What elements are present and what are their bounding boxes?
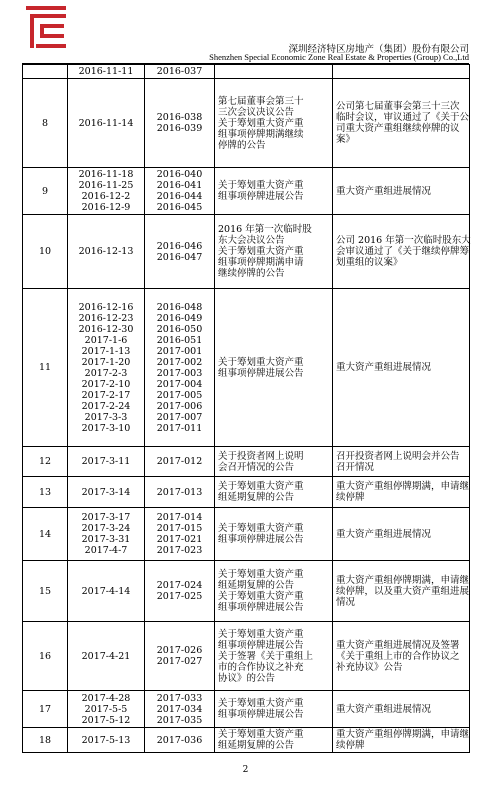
title-cell <box>215 215 333 289</box>
date-cell <box>68 691 145 728</box>
code-cell <box>145 447 215 477</box>
date-cell <box>68 65 145 79</box>
row-number: 18 <box>23 728 68 753</box>
code-line: 2017-021 <box>156 534 203 545</box>
title-line: 关于签署《关于重组上 <box>218 650 314 662</box>
date-line: 2017-5-13 <box>81 734 131 746</box>
code-line: 2016-047 <box>156 251 203 263</box>
content-cell <box>333 477 470 508</box>
table-row <box>23 215 470 289</box>
code-line: 2017-002 <box>156 356 203 368</box>
table-row <box>23 691 470 728</box>
table-row <box>23 289 470 447</box>
date-line: 2017-3-3 <box>84 411 128 423</box>
code-line: 2017-026 <box>156 645 203 656</box>
code-line: 2017-012 <box>156 456 203 467</box>
code-cell <box>145 728 215 753</box>
title-line: 三次会议决议公告 <box>218 106 295 118</box>
content-cell <box>333 79 470 168</box>
row-number <box>23 65 68 79</box>
title-line: 关于筹划重大资产重 <box>218 180 304 191</box>
date-line: 2016-11-18 <box>78 169 134 180</box>
code-line: 2017-024 <box>156 580 203 591</box>
title-line: 关于筹划重大资产重 <box>218 698 304 709</box>
title-line: 继续停牌的公告 <box>218 268 285 279</box>
title-line: 关于筹划重大资产重 <box>218 117 304 129</box>
content-cell <box>333 561 470 622</box>
code-cell <box>145 289 215 447</box>
code-line: 2017-007 <box>156 411 203 423</box>
content-cell <box>333 508 470 561</box>
code-line: 2017-001 <box>156 345 203 357</box>
code-line: 2017-004 <box>156 378 203 390</box>
title-line: 停牌的公告 <box>218 139 266 151</box>
date-line: 2017-3-11 <box>81 456 131 467</box>
content-line: 召开情况 <box>336 461 375 473</box>
content-cell <box>333 691 470 728</box>
content-line: 补充协议》公告 <box>336 661 403 673</box>
date-cell <box>68 289 145 447</box>
content-line: 续停牌，以及重大资产重组进展 <box>336 585 470 597</box>
content-line: 临时会议，审议通过了《关于公 <box>336 112 470 123</box>
content-line: 续停牌 <box>336 740 365 751</box>
code-line: 2016-048 <box>156 301 203 313</box>
table-row <box>23 79 470 168</box>
title-line: 组延期复牌的公告 <box>218 492 295 503</box>
code-cell <box>145 561 215 622</box>
date-cell <box>68 728 145 753</box>
table-row <box>23 168 470 215</box>
title-line: 2016 年第一次临时股 <box>218 224 312 235</box>
table-row <box>23 65 470 79</box>
date-cell <box>68 215 145 289</box>
code-cell <box>145 691 215 728</box>
content-line: 重大资产重组停牌期满，申请继 <box>336 574 470 586</box>
content-cell <box>333 168 470 215</box>
table-row <box>23 561 470 622</box>
row-number: 16 <box>23 622 68 691</box>
title-line: 关于筹划重大资产重 <box>218 356 304 368</box>
title-line: 组事项停牌进展公告 <box>218 191 304 202</box>
title-line: 关于筹划重大资产重 <box>218 591 304 602</box>
date-line: 2017-1-6 <box>84 334 128 346</box>
title-line: 组事项停牌进展公告 <box>218 709 304 720</box>
code-line: 2017-011 <box>156 422 203 434</box>
title-line: 关于筹划重大资产重 <box>218 628 304 640</box>
title-line: 关于筹划重大资产重 <box>218 729 304 740</box>
content-line: 重大资产重组停牌期满，申请继 <box>336 729 470 740</box>
date-line: 2017-2-10 <box>81 378 131 390</box>
title-cell <box>215 477 333 508</box>
date-line: 2017-5-12 <box>81 714 131 726</box>
code-cell <box>145 65 215 79</box>
date-line: 2017-2-17 <box>81 389 131 401</box>
code-line: 2016-037 <box>156 66 203 77</box>
content-line: 公司 2016 年第一次临时股东大 <box>336 235 471 246</box>
title-line: 组事项停牌进展公告 <box>218 602 304 613</box>
content-line: 重大资产重组进展情况 <box>336 185 432 197</box>
table-row <box>23 728 470 753</box>
table-row <box>23 447 470 477</box>
row-number: 13 <box>23 477 68 508</box>
title-line: 组事项停牌进展公告 <box>218 367 304 379</box>
title-cell <box>215 622 333 691</box>
title-line: 关于筹划重大资产重 <box>218 481 304 492</box>
date-line: 2017-3-24 <box>81 523 131 534</box>
code-cell <box>145 477 215 508</box>
row-number: 17 <box>23 691 68 728</box>
title-line: 组事项停牌进展公告 <box>218 534 304 545</box>
code-line: 2016-051 <box>156 334 203 346</box>
title-line: 组事项停牌期满继续 <box>218 128 304 140</box>
code-line: 2016-040 <box>156 169 203 180</box>
content-cell <box>333 728 470 753</box>
title-cell <box>215 289 333 447</box>
company-name-cn: 深圳经济特区房地产（集团）股份有限公司 <box>288 44 469 55</box>
date-cell <box>68 561 145 622</box>
content-line: 公司第七届董事会第三十三次 <box>336 101 460 112</box>
date-line: 2016-12-23 <box>78 312 134 324</box>
announcement-table <box>22 64 470 753</box>
title-line: 关于筹划重大资产重 <box>218 569 304 580</box>
content-line: 重大资产重组进展情况 <box>336 528 432 540</box>
date-line: 2016-12-16 <box>78 301 134 313</box>
title-cell <box>215 508 333 561</box>
date-line: 2017-2-3 <box>84 367 128 379</box>
code-line: 2017-003 <box>156 367 203 379</box>
code-line: 2016-050 <box>156 323 203 335</box>
date-cell <box>68 447 145 477</box>
content-line: 重大资产重组进展情况 <box>336 703 432 715</box>
content-line: 续停牌 <box>336 492 365 503</box>
title-cell <box>215 65 333 79</box>
code-cell <box>145 215 215 289</box>
date-line: 2016-12-9 <box>81 202 131 213</box>
content-line: 《关于重组上市的合作协议之 <box>336 650 460 662</box>
date-line: 2017-3-17 <box>81 512 131 523</box>
date-cell <box>68 168 145 215</box>
code-line: 2017-036 <box>156 734 203 746</box>
row-number: 12 <box>23 447 68 477</box>
title-cell <box>215 79 333 168</box>
title-cell <box>215 561 333 622</box>
code-line: 2017-006 <box>156 400 203 412</box>
date-line: 2017-1-20 <box>81 356 131 368</box>
content-cell <box>333 289 470 447</box>
date-line: 2017-2-24 <box>81 400 131 412</box>
date-line: 2017-4-7 <box>84 545 128 556</box>
code-line: 2017-015 <box>156 523 203 534</box>
date-cell <box>68 508 145 561</box>
code-line: 2017-034 <box>156 703 203 715</box>
title-line: 组延期复牌的公告 <box>218 740 295 751</box>
title-line: 组事项停牌期满申请 <box>218 257 304 268</box>
title-line: 东大会决议公告 <box>218 235 285 246</box>
content-line: 情况 <box>336 596 356 608</box>
date-line: 2016-11-14 <box>78 117 134 129</box>
title-cell <box>215 728 333 753</box>
table-row <box>23 508 470 561</box>
date-line: 2016-11-11 <box>78 66 134 77</box>
code-cell <box>145 79 215 168</box>
code-cell <box>145 168 215 215</box>
code-cell <box>145 622 215 691</box>
code-line: 2017-027 <box>156 656 203 667</box>
row-number: 15 <box>23 561 68 622</box>
code-line: 2016-044 <box>156 191 203 202</box>
code-line: 2016-049 <box>156 312 203 324</box>
date-line: 2016-12-2 <box>81 191 131 202</box>
row-number: 8 <box>23 79 68 168</box>
code-line: 2017-035 <box>156 714 203 726</box>
content-line: 案》 <box>336 134 356 145</box>
title-line: 第七届董事会第三十 <box>218 95 304 107</box>
table-row <box>23 622 470 691</box>
code-line: 2016-038 <box>156 112 203 123</box>
title-line: 会召开情况的公告 <box>218 461 295 473</box>
date-line: 2016-11-25 <box>78 180 134 191</box>
content-cell <box>333 622 470 691</box>
date-line: 2017-1-13 <box>81 345 131 357</box>
code-line: 2017-014 <box>156 512 203 523</box>
title-line: 组延期复牌的公告 <box>218 580 295 591</box>
code-line: 2016-046 <box>156 240 203 252</box>
page-number: 2 <box>242 765 249 775</box>
code-cell <box>145 508 215 561</box>
code-line: 2016-045 <box>156 202 203 213</box>
content-line: 召开投资者网上说明会并公告 <box>336 450 460 462</box>
content-cell <box>333 447 470 477</box>
row-number: 9 <box>23 168 68 215</box>
row-number: 11 <box>23 289 68 447</box>
date-line: 2016-12-30 <box>78 323 134 335</box>
date-line: 2017-3-31 <box>81 534 131 545</box>
date-line: 2017-5-5 <box>84 703 128 715</box>
date-cell <box>68 79 145 168</box>
row-number: 14 <box>23 508 68 561</box>
title-cell <box>215 691 333 728</box>
table-row <box>23 477 470 508</box>
date-line: 2017-4-21 <box>81 650 131 662</box>
content-line: 重大资产重组停牌期满，申请继 <box>336 481 470 492</box>
content-line: 会审议通过了《关于继续停牌筹 <box>336 246 470 257</box>
title-cell <box>215 168 333 215</box>
date-line: 2017-3-10 <box>81 422 131 434</box>
content-cell <box>333 215 470 289</box>
content-cell <box>333 65 470 79</box>
title-line: 组事项停牌进展公告 <box>218 639 304 651</box>
content-line: 重大资产重组进展情况 <box>336 362 432 373</box>
date-line: 2016-12-13 <box>78 246 134 257</box>
date-cell <box>68 622 145 691</box>
code-line: 2017-013 <box>156 486 203 498</box>
code-line: 2016-039 <box>156 123 203 134</box>
date-line: 2017-3-14 <box>81 486 131 498</box>
company-logo <box>24 4 68 50</box>
title-line: 协议》的公告 <box>218 672 276 684</box>
code-line: 2017-025 <box>156 591 203 602</box>
row-number: 10 <box>23 215 68 289</box>
date-line: 2017-4-14 <box>81 585 131 597</box>
code-line: 2017-005 <box>156 389 203 401</box>
date-line: 2017-4-28 <box>81 692 131 704</box>
date-cell <box>68 477 145 508</box>
title-line: 关于筹划重大资产重 <box>218 246 304 257</box>
title-line: 关于筹划重大资产重 <box>218 523 304 534</box>
company-name-en: Shenzhen Special Economic Zone Real Estate & Properties (Group) Co.,Ltd <box>209 52 469 62</box>
title-line: 市的合作协议之补充 <box>218 661 304 673</box>
title-line: 关于投资者网上说明 <box>218 450 304 462</box>
content-line: 划重组的议案》 <box>336 257 403 268</box>
code-line: 2016-041 <box>156 180 203 191</box>
content-line: 司重大资产重组继续停牌的议 <box>336 123 460 134</box>
code-line: 2017-033 <box>156 692 203 704</box>
code-line: 2017-023 <box>156 545 203 556</box>
content-line: 重大资产重组进展情况及签署 <box>336 639 460 651</box>
title-cell <box>215 447 333 477</box>
